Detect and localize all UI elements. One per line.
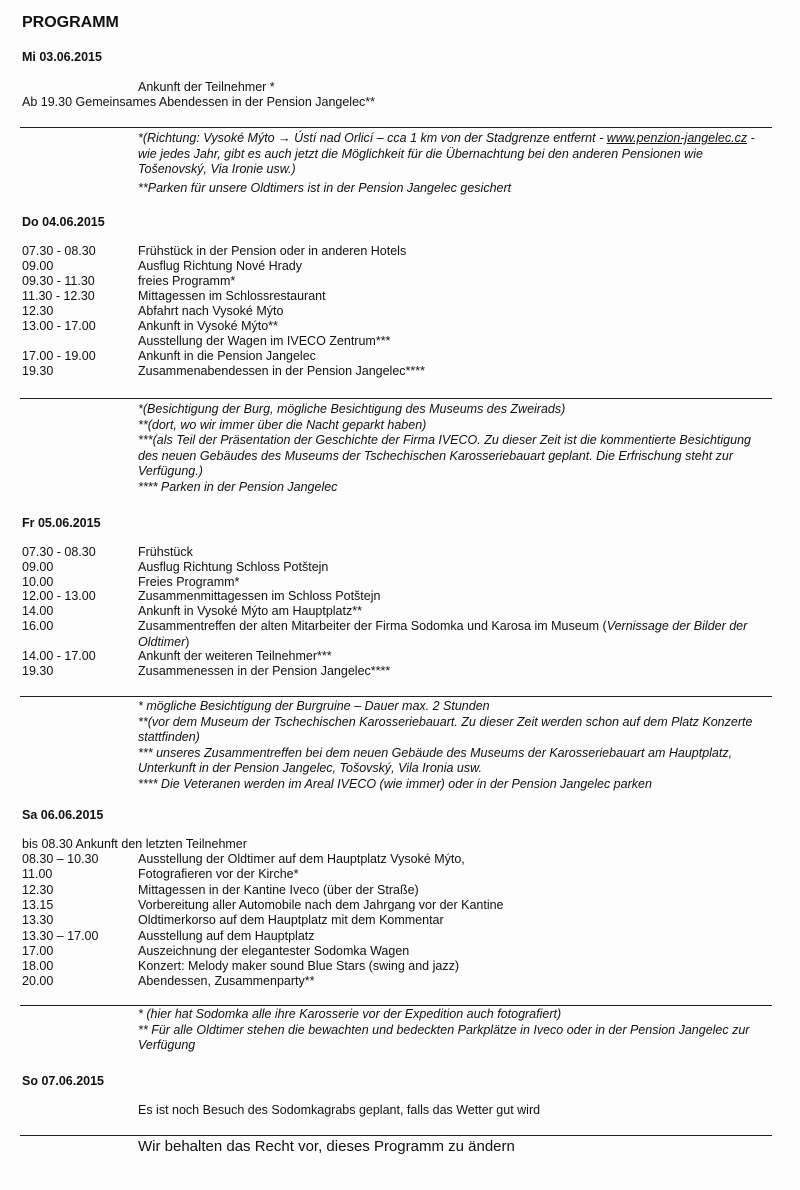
day-heading-fr: Fr 05.06.2015 bbox=[22, 516, 101, 530]
footer-note: Wir behalten das Recht vor, dieses Programm zu ändern bbox=[138, 1138, 515, 1155]
schedule-desc: Ausflug Richtung Nové Hrady bbox=[138, 259, 302, 273]
day4-first: bis 08.30 Ankunft den letzten Teilnehmer bbox=[22, 837, 247, 851]
schedule-time: 18.00 bbox=[22, 959, 54, 974]
divider bbox=[20, 1005, 772, 1006]
schedule-desc: Frühstück in der Pension oder in anderen Hotels bbox=[138, 244, 407, 258]
footnote: ** Für alle Oldtimer stehen die bewachten und bedeckten Parkplätze in Iveco oder in der Pension Jangelec zur Verfügung bbox=[138, 1022, 750, 1052]
footnote: *(Besichtigung der Burg, mögliche Besichtigung des Museums des Zweirads) bbox=[138, 402, 566, 416]
divider bbox=[20, 127, 772, 128]
schedule-desc: Ankunft in Vysoké Mýto am Hauptplatz** bbox=[138, 604, 362, 619]
schedule-time: 19.30 bbox=[22, 663, 54, 678]
schedule-time: 10.00 bbox=[22, 574, 54, 589]
day3-notes bbox=[138, 699, 768, 792]
schedule-desc bbox=[138, 619, 768, 650]
schedule-time: 14.00 bbox=[22, 604, 54, 619]
schedule-time: 19.30 bbox=[22, 364, 54, 378]
schedule-time: 11.30 - 12.30 bbox=[22, 289, 95, 303]
schedule-time: 07.30 - 08.30 bbox=[22, 244, 96, 258]
divider bbox=[20, 1135, 772, 1136]
schedule-time: 09.00 bbox=[22, 259, 54, 273]
schedule-time: 11.00 bbox=[22, 867, 53, 882]
schedule-desc: Ausstellung auf dem Hauptplatz bbox=[138, 928, 315, 943]
desc-end: ) bbox=[185, 634, 190, 649]
desc-italic: Vernissage der Bilder der Oldtimer bbox=[138, 619, 748, 649]
schedule-desc: Freies Programm* bbox=[138, 574, 240, 589]
schedule-desc: Frühstück bbox=[138, 545, 193, 559]
schedule-desc: Ankunft in Vysoké Mýto** bbox=[138, 319, 278, 333]
day5-line: Es ist noch Besuch des Sodomkagrabs geplant, falls das Wetter gut wird bbox=[138, 1103, 541, 1117]
divider bbox=[20, 696, 772, 697]
schedule-desc: Zusammenabendessen in der Pension Jangelec**** bbox=[138, 364, 425, 378]
schedule-desc: Oldtimerkorso auf dem Hauptplatz mit dem Kommentar bbox=[138, 913, 444, 928]
schedule-desc: Fotografieren vor der Kirche* bbox=[138, 867, 299, 882]
page-title: PROGRAMM bbox=[22, 14, 119, 31]
schedule-time: 16.00 bbox=[22, 619, 54, 633]
schedule-desc: Konzert: Melody maker sound Blue Stars (swing and jazz) bbox=[138, 959, 459, 974]
footnote: **(vor dem Museum der Tschechischen Karosseriebauart. Zu dieser Zeit werden schon auf dem Platz Konzerte stattfinden) bbox=[138, 714, 753, 744]
schedule-time: 08.30 – 10.30 bbox=[22, 852, 99, 866]
schedule-time: 12.00 - 13.00 bbox=[22, 589, 96, 604]
schedule-desc: Ausstellung der Oldtimer auf dem Hauptplatz Vysoké Mýto, bbox=[138, 852, 465, 866]
day1-note-b: **Parken für unsere Oldtimers ist in der Pension Jangelec gesichert bbox=[138, 180, 512, 195]
day-heading-sa: Sa 06.06.2015 bbox=[22, 808, 104, 822]
desc-text: Zusammentreffen der alten Mitarbeiter der Firma Sodomka und Karosa im Museum ( bbox=[138, 619, 607, 633]
schedule-time: 13.30 bbox=[22, 913, 54, 928]
schedule-desc: Zusammenessen in der Pension Jangelec**** bbox=[138, 663, 391, 678]
footnote: * mögliche Besichtigung der Burgruine – Dauer max. 2 Stunden bbox=[138, 699, 490, 713]
schedule-desc: Mittagessen in der Kantine Iveco (über der Straße) bbox=[138, 882, 419, 897]
divider bbox=[20, 398, 772, 399]
schedule-time: 14.00 - 17.00 bbox=[22, 648, 96, 663]
schedule-time: 09.30 - 11.30 bbox=[22, 274, 95, 288]
schedule-desc: Auszeichnung der elegantester Sodomka Wagen bbox=[138, 943, 410, 958]
schedule-desc: Ausstellung der Wagen im IVECO Zentrum*** bbox=[138, 334, 391, 348]
schedule-time: 12.30 bbox=[22, 304, 54, 318]
schedule-time: 17.00 - 19.00 bbox=[22, 349, 96, 363]
footnote: **(dort, wo wir immer über die Nacht geparkt haben) bbox=[138, 417, 427, 432]
schedule-desc: Vorbereitung aller Automobile nach dem Jahrgang vor der Kantine bbox=[138, 897, 504, 912]
note-text: - wie jedes Jahr, gibt es auch jetzt die Möglichkeit für die Übernachtung bei den anderen Pensionen wie Tošenovský, Via Ironie usw.) bbox=[138, 131, 755, 176]
footnote: **** Parken in der Pension Jangelec bbox=[138, 479, 338, 494]
day-heading-so: So 07.06.2015 bbox=[22, 1074, 105, 1088]
schedule-desc: Ankunft in die Pension Jangelec bbox=[138, 349, 316, 363]
schedule-desc: Ankunft der weiteren Teilnehmer*** bbox=[138, 648, 332, 663]
day1-line2: Ab 19.30 Gemeinsames Abendessen in der Pension Jangelec** bbox=[22, 95, 376, 109]
schedule-time: 13.00 - 17.00 bbox=[22, 319, 96, 333]
schedule-desc: Mittagessen im Schlossrestaurant bbox=[138, 289, 326, 303]
day1-note-a bbox=[138, 131, 768, 178]
schedule-desc: Abfahrt nach Vysoké Mýto bbox=[138, 304, 284, 318]
day-heading-do: Do 04.06.2015 bbox=[22, 215, 105, 229]
day4-notes bbox=[138, 1007, 768, 1054]
footnote: * (hier hat Sodomka alle ihre Karosserie vor der Expedition auch fotografiert) bbox=[138, 1007, 562, 1021]
schedule-desc: Abendessen, Zusammenparty** bbox=[138, 974, 315, 989]
schedule-time: 12.30 bbox=[22, 882, 54, 897]
schedule-time: 09.00 bbox=[22, 559, 54, 574]
day1-notes bbox=[138, 131, 768, 196]
schedule-time: 07.30 - 08.30 bbox=[22, 545, 96, 559]
schedule-time: 13.30 – 17.00 bbox=[22, 928, 99, 943]
schedule-time: 17.00 bbox=[22, 943, 54, 958]
note-text: *(Richtung: Vysoké Mýto → Ústí nad Orlicí – cca 1 km von der Stadgrenze entfernt - bbox=[138, 131, 607, 145]
day-heading-mi: Mi 03.06.2015 bbox=[22, 50, 102, 64]
day1-line1: Ankunft der Teilnehmer * bbox=[138, 80, 275, 94]
footnote: ***(als Teil der Präsentation der Geschichte der Firma IVECO. Zu dieser Zeit ist die kommentierte Besichtigung des neuen Gebäudes des Museums der Tschechischen Karosseriebauart geplant. Die Erfrischung steht zur Verfügung.) bbox=[138, 433, 751, 478]
schedule-desc: Zusammenmittagessen im Schloss Potštejn bbox=[138, 589, 381, 604]
schedule-desc: Ausflug Richtung Schloss Potštejn bbox=[138, 559, 329, 574]
schedule-time: 20.00 bbox=[22, 974, 54, 989]
schedule-desc: freies Programm* bbox=[138, 274, 236, 288]
schedule-time: 13.15 bbox=[22, 897, 54, 912]
day2-notes bbox=[138, 402, 768, 495]
footnote: *** unseres Zusammentreffen bei dem neuen Gebäude des Museums der Karosseriebauart am Hauptplatz, Unterkunft in der Pension Jangelec, Tošovský, Vila Ironia usw. bbox=[138, 745, 733, 775]
pension-link[interactable]: www.penzion-jangelec.cz bbox=[606, 131, 748, 145]
footnote: **** Die Veteranen werden im Areal IVECO (wie immer) oder in der Pension Jangelec parken bbox=[138, 776, 652, 791]
